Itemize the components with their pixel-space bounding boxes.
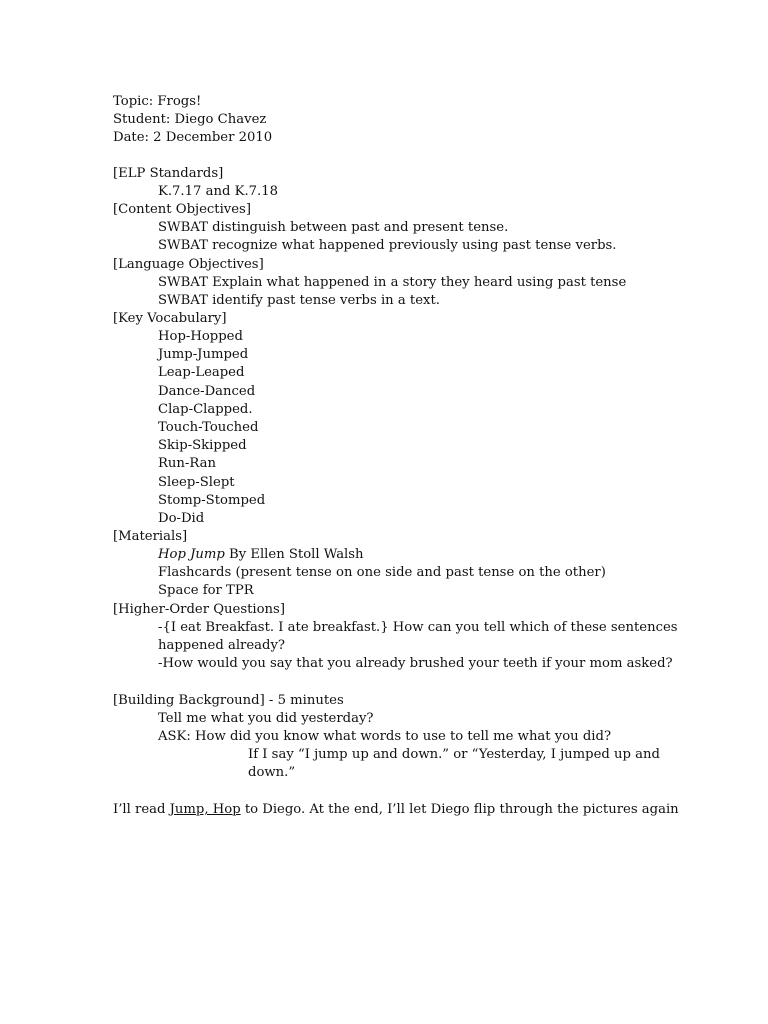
vocabulary-item: Run-Ran [158,456,216,471]
vocabulary-item: Clap-Clapped. [158,402,253,417]
vocabulary-item: Dance-Danced [158,384,256,399]
date-line: Date: 2 December 2010 [113,130,273,145]
materials-heading: [Materials] [113,529,188,544]
hoq-heading: [Higher-Order Questions] [113,602,285,617]
vocabulary-item: Hop-Hopped [158,329,243,344]
building-background-line: Tell me what you did yesterday? [158,711,374,726]
vocabulary-heading: [Key Vocabulary] [113,311,227,326]
language-objective: SWBAT identify past tense verbs in a text. [158,293,440,308]
building-background-example: If I say “I jump up and down.” or “Yesterday, I jumped up and [248,747,660,762]
student-line: Student: Diego Chavez [113,112,267,127]
building-background-example-continued: down.” [248,765,296,780]
elp-item: K.7.17 and K.7.18 [158,184,278,199]
content-objective: SWBAT distinguish between past and present tense. [158,220,509,235]
vocabulary-item: Touch-Touched [158,420,259,435]
vocabulary-item: Do-Did [158,511,205,526]
closing-paragraph [113,801,679,819]
book-author: By Ellen Stoll Walsh [224,547,364,562]
closing-prefix: I’ll read [113,802,170,817]
language-objectives-heading: [Language Objectives] [113,257,264,272]
vocabulary-item: Skip-Skipped [158,438,247,453]
closing-book-title: Jump, Hop [169,802,241,817]
building-background-line: ASK: How did you know what words to use to tell me what you did? [158,729,612,744]
vocabulary-item: Stomp-Stomped [158,493,266,508]
materials-book-line [158,546,364,564]
vocabulary-item: Leap-Leaped [158,365,245,380]
hoq-question-2: -How would you say that you already brushed your teeth if your mom asked? [158,656,673,671]
content-objectives-heading: [Content Objectives] [113,202,251,217]
content-objective: SWBAT recognize what happened previously using past tense verbs. [158,238,617,253]
book-title: Hop Jump [158,547,225,562]
topic-line: Topic: Frogs! [113,94,202,109]
hoq-question-1-continued: happened already? [158,638,285,653]
building-background-heading: [Building Background] - 5 minutes [113,693,344,708]
vocabulary-item: Sleep-Slept [158,475,235,490]
materials-item: Space for TPR [158,583,254,598]
vocabulary-item: Jump-Jumped [158,347,249,362]
elp-heading: [ELP Standards] [113,166,224,181]
materials-item: Flashcards (present tense on one side and past tense on the other) [158,565,606,580]
closing-suffix: to Diego. At the end, I’ll let Diego flip through the pictures again [240,802,679,817]
hoq-question-1: -{I eat Breakfast. I ate breakfast.} How can you tell which of these sentences [158,620,678,635]
language-objective: SWBAT Explain what happened in a story they heard using past tense [158,275,627,290]
